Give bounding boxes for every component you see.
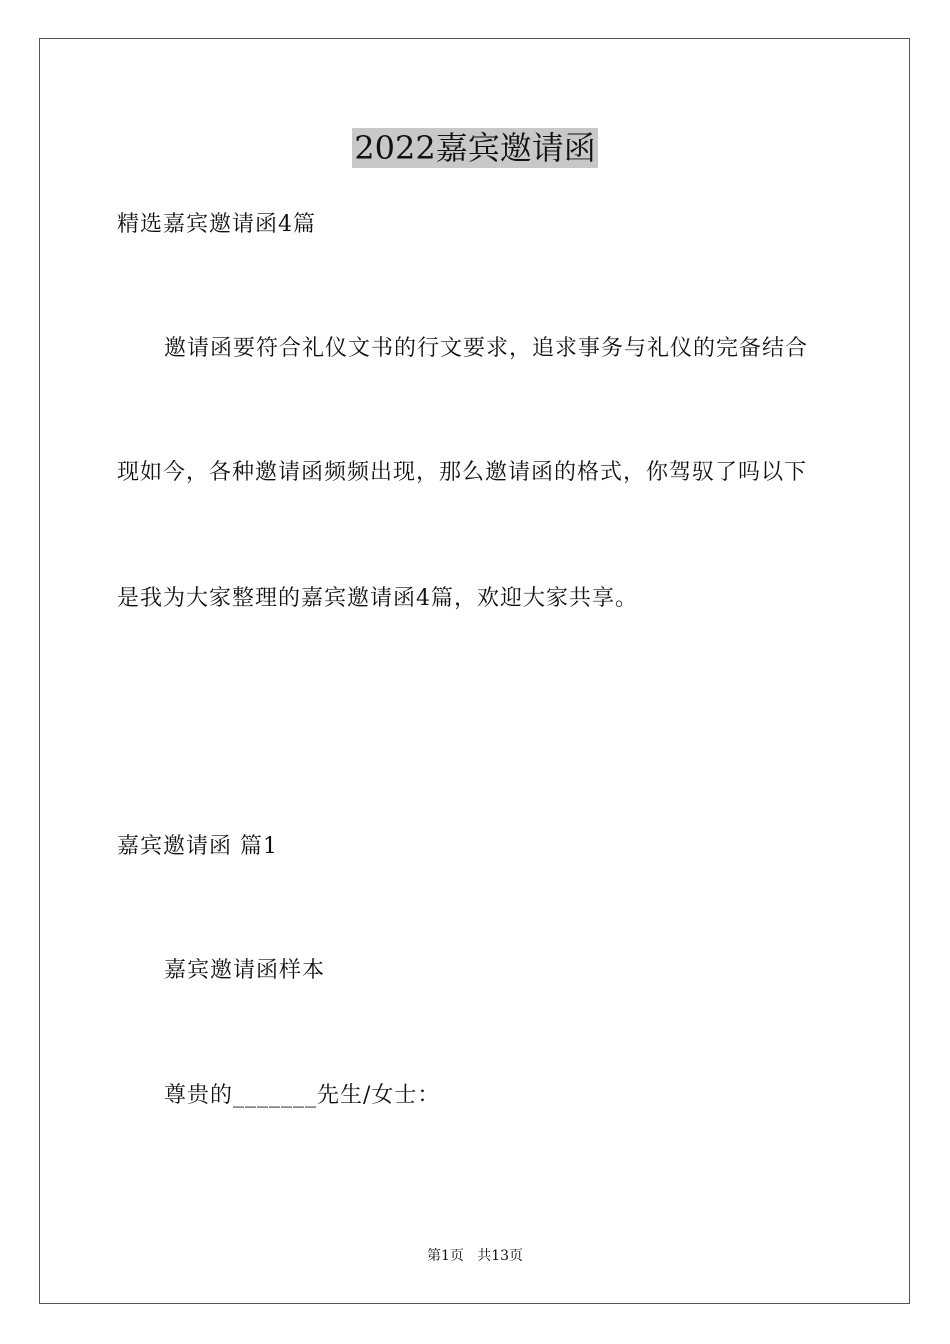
sample-title: 嘉宾邀请函样本 (164, 958, 326, 983)
page-number-label: 第1页 共13页 (426, 1248, 524, 1264)
document-title: 2022嘉宾邀请函 (354, 129, 596, 167)
intro-line-3: 是我为大家整理的嘉宾邀请函4篇，欢迎大家共享。 (117, 586, 638, 611)
document-subtitle: 精选嘉宾邀请函4篇 (117, 212, 316, 237)
page-footer (0, 1247, 950, 1265)
title-container (0, 128, 950, 168)
salutation: 尊贵的_______先生/女士： (164, 1083, 441, 1108)
intro-line-1: 邀请函要符合礼仪文书的行文要求，追求事务与礼仪的完备结合 (164, 336, 809, 361)
section-heading: 嘉宾邀请函 篇1 (117, 834, 278, 859)
intro-line-2: 现如今，各种邀请函频频出现，那么邀请函的格式，你驾驭了吗以下 (117, 460, 808, 485)
